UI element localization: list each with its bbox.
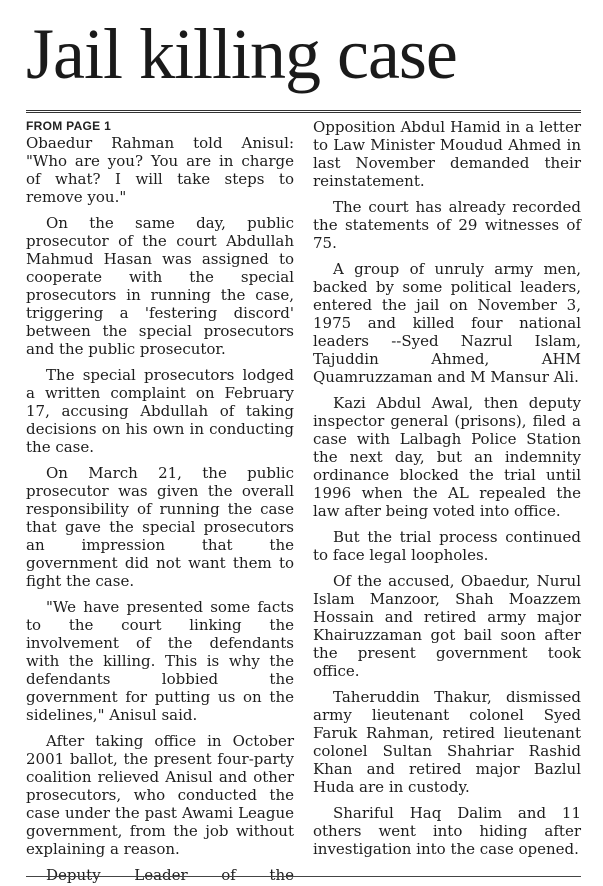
- paragraph: But the trial process continued to face legal loopholes.: [313, 528, 581, 564]
- paragraph: Taheruddin Thakur, dismissed army lieutenant colonel Syed Faruk Rahman, retired lieutenant colonel Sultan Shahriar Rashid Khan and retired major Bazlul Huda are in custody.: [313, 688, 581, 796]
- paragraph: Shariful Haq Dalim and 11 others went into hiding after investigation into the case opened.: [313, 804, 581, 858]
- headline: Jail killing case: [26, 14, 457, 94]
- paragraph: A group of unruly army men, backed by some political leaders, entered the jail on November 3, 1975 and killed four national leaders --Syed Nazrul Islam, Tajuddin Ahmed, AHM Quamruzzaman and M Mansur Ali.: [313, 260, 581, 386]
- paragraph-continuation: Opposition Abdul Hamid in a letter to Law Minister Moudud Ahmed in last November demanded their reinstatement.: [313, 118, 581, 190]
- paragraph-continued: Deputy Leader of the: [46, 866, 294, 884]
- left-column: [26, 118, 294, 884]
- headline-rule: [26, 110, 581, 113]
- paragraph: Kazi Abdul Awal, then deputy inspector general (prisons), filed a case with Lalbagh Police Station the next day, but an indemnity ordinance blocked the trial until 1996 when the AL repealed the law after being voted into office.: [313, 394, 581, 520]
- right-column: [313, 118, 581, 866]
- paragraph: On the same day, public prosecutor of the court Abdullah Mahmud Hasan was assigned to cooperate with the special prosecutors in running the case, triggering a 'festering discord' between the special prosecutors and the public prosecutor.: [26, 214, 294, 358]
- paragraph: After taking office in October 2001 ballot, the present four-party coalition relieved Anisul and other prosecutors, who conducted the case under the past Awami League government, from the job without explaining a reason.: [26, 732, 294, 858]
- paragraph: "We have presented some facts to the court linking the involvement of the defendants with the killing. This is why the defendants lobbied the government for putting us on the sidelines," Anisul said.: [26, 598, 294, 724]
- paragraph: Of the accused, Obaedur, Nurul Islam Manzoor, Shah Moazzem Hossain and retired army major Khairuzzaman got bail soon after the present government took office.: [313, 572, 581, 680]
- paragraph: Obaedur Rahman told Anisul: "Who are you? You are in charge of what? I will take steps to remove you.": [26, 134, 294, 206]
- bottom-rule: [26, 876, 581, 877]
- paragraph: The special prosecutors lodged a written complaint on February 17, accusing Abdullah of taking decisions on his own in conducting the case.: [26, 366, 294, 456]
- paragraph: The court has already recorded the statements of 29 witnesses of 75.: [313, 198, 581, 252]
- paragraph: On March 21, the public prosecutor was given the overall responsibility of running the case that gave the special prosecutors an impression that the government did not want them to fight the case.: [26, 464, 294, 590]
- continuation-kicker: FROM PAGE 1: [26, 119, 112, 133]
